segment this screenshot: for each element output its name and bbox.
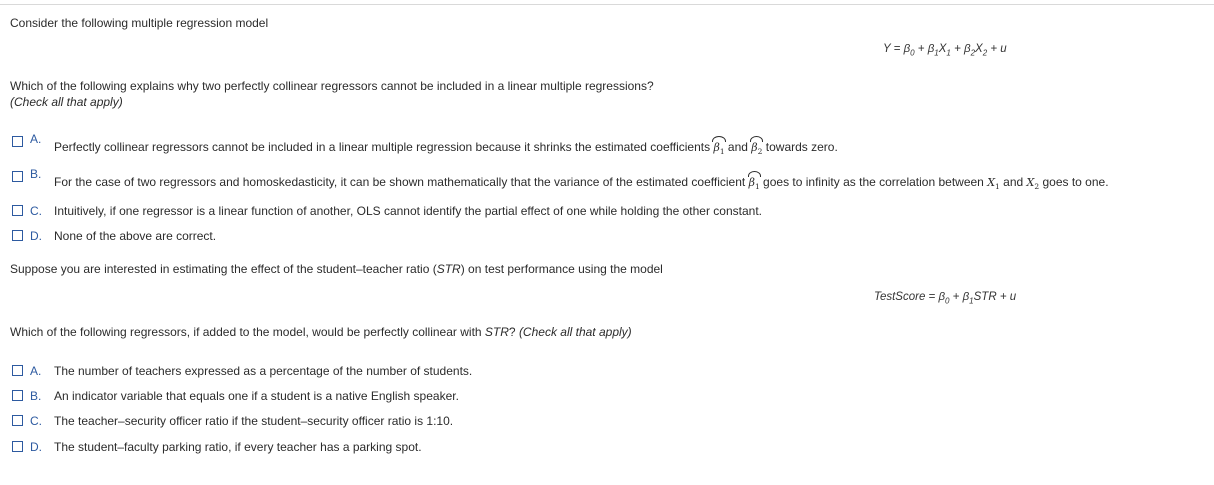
option-letter: B. [30, 167, 42, 181]
checkbox[interactable] [12, 230, 23, 241]
option-letter: D. [30, 440, 42, 454]
option-text: The student–faculty parking ratio, if every teacher has a parking spot. [54, 440, 422, 454]
top-divider [0, 4, 1214, 5]
q1-question: Which of the following explains why two perfectly collinear regressors cannot be included in a linear multiple regressions? [10, 79, 654, 93]
checkbox[interactable] [12, 136, 23, 147]
checkbox[interactable] [12, 365, 23, 376]
option-text: An indicator variable that equals one if a student is a native English speaker. [54, 389, 459, 403]
option-text: Perfectly collinear regressors cannot be included in a linear multiple regression because it shrinks the estimated coefficients $\beta_1$ and $\beta_2$ towards zero. [54, 140, 838, 157]
option-letter: C. [30, 204, 42, 218]
checkbox[interactable] [12, 390, 23, 401]
checkbox[interactable] [12, 441, 23, 452]
option-letter: A. [30, 364, 42, 378]
q1-intro: Consider the following multiple regression model [10, 16, 269, 30]
q2-equation: TestScore = $\beta_0 + \beta_1STR + u$ [874, 291, 1017, 306]
checkbox[interactable] [12, 415, 23, 426]
checkbox[interactable] [12, 171, 23, 182]
q2-question: Which of the following regressors, if added to the model, would be perfectly collinear with STR? (Check all that apply) [10, 325, 632, 339]
option-text: The number of teachers expressed as a percentage of the number of students. [54, 364, 473, 378]
q1-equation: $Y = \beta_0 + \beta_1X_1 + \beta_2X_2 + u$ [883, 43, 1007, 58]
q1-hint: (Check all that apply) [10, 95, 123, 109]
checkbox[interactable] [12, 205, 23, 216]
option-letter: B. [30, 389, 42, 403]
option-text: Intuitively, if one regressor is a linear function of another, OLS cannot identify the partial effect of one while holding the other constant. [54, 204, 762, 218]
option-letter: D. [30, 229, 42, 243]
option-letter: A. [30, 132, 42, 146]
q2-intro: Suppose you are interested in estimating the effect of the student–teacher ratio (STR) on test performance using the model [10, 262, 663, 276]
option-text: For the case of two regressors and homoskedasticity, it can be shown mathematically that the variance of the estimated coefficient $\beta_1$ goes to infinity as the correlation between $X_1$ and $X_2$ goes to one. [54, 175, 1109, 192]
option-text: The teacher–security officer ratio if the student–security officer ratio is 1:10. [54, 414, 454, 428]
option-text: None of the above are correct. [54, 229, 217, 243]
option-letter: C. [30, 414, 42, 428]
